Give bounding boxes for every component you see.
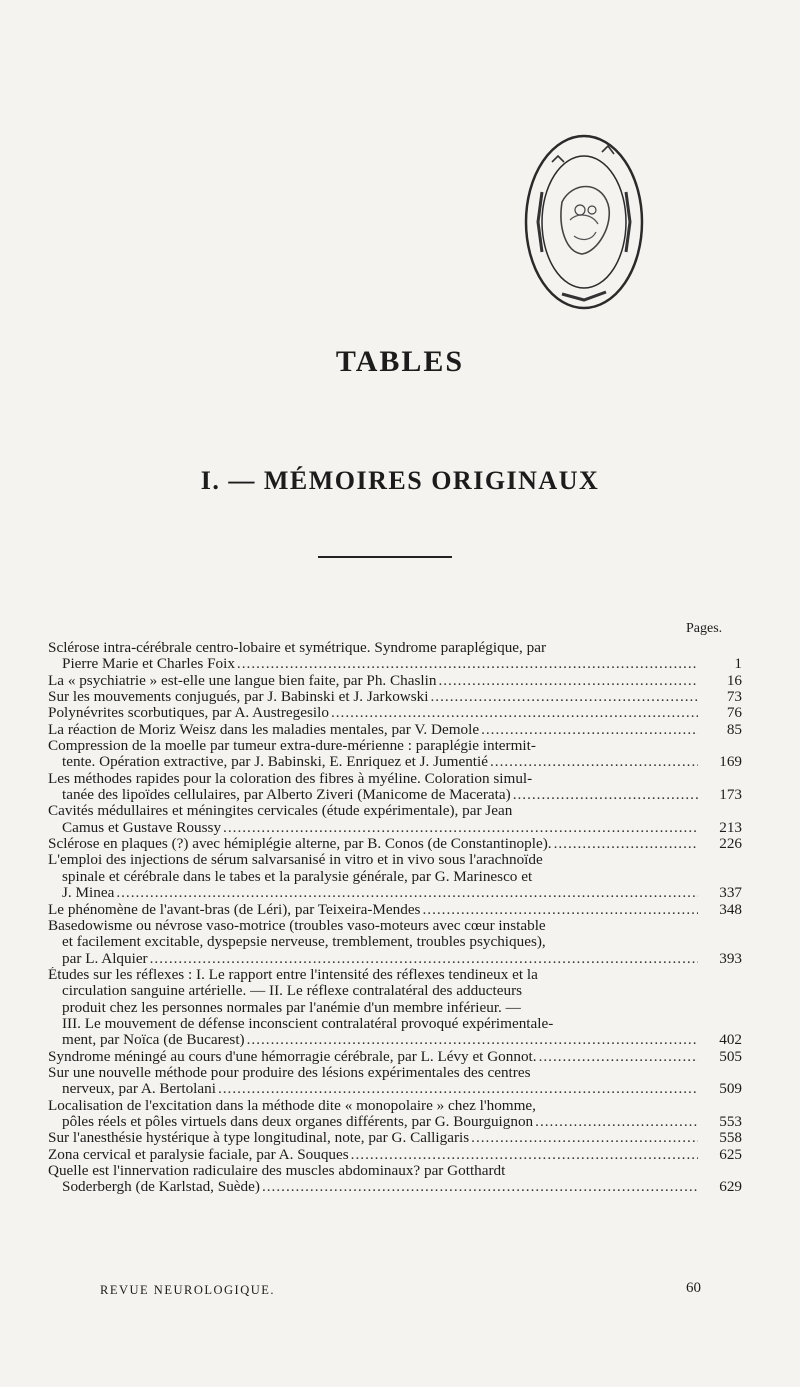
toc-entry-text: par L. Alquier bbox=[62, 950, 148, 967]
toc-entry-line bbox=[48, 852, 742, 868]
toc-entry bbox=[48, 1098, 742, 1131]
toc-entry bbox=[48, 738, 742, 771]
toc-entry bbox=[48, 771, 742, 804]
toc-entry-text: Pierre Marie et Charles Foix bbox=[62, 656, 235, 673]
library-stamp bbox=[522, 132, 646, 312]
section-heading: I. — MÉMOIRES ORIGINAUX bbox=[200, 466, 600, 495]
dot-leader bbox=[438, 673, 698, 689]
toc-entry-text: tanée des lipoïdes cellulaires, par Alberto Ziveri (Manicome de Macerata) bbox=[62, 787, 511, 804]
dot-leader bbox=[223, 820, 698, 836]
toc-entry-text: pôles réels et pôles virtuels dans deux organes différents, par G. Bourguignon bbox=[62, 1113, 534, 1130]
toc-entry bbox=[48, 836, 742, 852]
toc-entry-last-line bbox=[48, 1049, 742, 1065]
toc-entry-line bbox=[48, 1000, 742, 1016]
toc-entry bbox=[48, 705, 742, 721]
toc-entry-line bbox=[48, 918, 742, 934]
toc-entry-text: circulation sanguine artérielle. — II. Le réflexe contralatéral des adducteurs bbox=[62, 983, 523, 1000]
toc-entry bbox=[48, 918, 742, 967]
toc-entry bbox=[48, 689, 742, 705]
dot-leader bbox=[331, 705, 698, 721]
toc-entry-text: Sclérose intra-cérébrale centro-lobaire et symétrique. Syndrome paraplégique, par bbox=[48, 640, 547, 656]
toc-entry-text: L'emploi des injections de sérum salvarsanisé in vitro et in vivo sous l'arachnoïde bbox=[48, 852, 543, 869]
toc-entry-text: Localisation de l'excitation dans la méthode dite « monopolaire » chez l'homme, bbox=[48, 1097, 536, 1114]
heading-rule bbox=[318, 556, 452, 558]
toc-entry-last-line bbox=[48, 1114, 742, 1130]
toc-entry-last-line bbox=[48, 885, 742, 901]
toc-entry-text: Polynévrites scorbutiques, par A. Austregesilo bbox=[48, 705, 329, 722]
toc-page-number: 629 bbox=[719, 1179, 742, 1196]
library-stamp-seal-icon bbox=[522, 132, 646, 312]
toc-entry bbox=[48, 1049, 742, 1065]
toc-entry-text: tente. Opération extractive, par J. Babinski, E. Enriquez et J. Jumentié bbox=[62, 754, 488, 771]
dot-leader bbox=[539, 1049, 698, 1065]
toc-entry bbox=[48, 1147, 742, 1163]
toc-page-number: 553 bbox=[719, 1113, 742, 1130]
toc-entry bbox=[48, 1163, 742, 1196]
dot-leader bbox=[218, 1081, 698, 1097]
toc-entry-text: Zona cervical et paralysie faciale, par A. Souques bbox=[48, 1146, 349, 1163]
dot-leader bbox=[247, 1032, 698, 1048]
toc-entry-line bbox=[48, 983, 742, 999]
toc-entry-text: La réaction de Moriz Weisz dans les maladies mentales, par V. Demole bbox=[48, 721, 480, 738]
toc-entry-text: ment, par Noïca (de Bucarest) bbox=[62, 1032, 245, 1049]
toc-entry-text: et facilement excitable, dyspepsie nerveuse, tremblement, troubles psychiques), bbox=[62, 934, 546, 951]
toc-entry-last-line bbox=[48, 820, 742, 836]
dot-leader bbox=[471, 1130, 698, 1146]
dot-leader bbox=[554, 836, 698, 852]
toc-entry-text: Sur les mouvements conjugués, par J. Babinski et J. Jarkowski bbox=[48, 689, 429, 706]
toc-entry-line bbox=[48, 738, 742, 754]
toc-entry-last-line bbox=[48, 754, 742, 770]
toc-entry bbox=[48, 852, 742, 901]
toc-entry bbox=[48, 902, 742, 918]
toc-page-number: 169 bbox=[719, 754, 742, 771]
toc-entry-last-line bbox=[48, 689, 742, 705]
toc-entry-text: Basedowisme ou névrose vaso-motrice (troubles vaso-moteurs avec cœur instable bbox=[48, 917, 546, 934]
toc-page-number: 402 bbox=[719, 1032, 742, 1049]
toc-entry-line bbox=[48, 1163, 742, 1179]
dot-leader bbox=[237, 656, 698, 672]
toc-entry-last-line bbox=[48, 705, 742, 721]
toc-entry-last-line bbox=[48, 673, 742, 689]
running-footer: REVUE NEUROLOGIQUE. bbox=[100, 1283, 276, 1297]
toc-entry-text: Quelle est l'innervation radiculaire des muscles abdominaux? par Gotthardt bbox=[48, 1163, 506, 1179]
page-title: TABLES bbox=[335, 345, 465, 378]
dot-leader bbox=[150, 951, 698, 967]
toc-entry-text: Cavités médullaires et méningites cervicales (étude expérimentale), par Jean bbox=[48, 803, 513, 820]
toc-entry-last-line bbox=[48, 951, 742, 967]
toc-entry-text: Camus et Gustave Roussy bbox=[62, 819, 222, 836]
dot-leader bbox=[422, 902, 698, 918]
toc-entry-text: nerveux, par A. Bertolani bbox=[62, 1081, 216, 1098]
toc-entry-text: J. Minea bbox=[62, 885, 115, 902]
toc-page-number: 76 bbox=[726, 705, 742, 722]
toc-page-number: 337 bbox=[719, 885, 742, 902]
toc-entry bbox=[48, 722, 742, 738]
toc-entry bbox=[48, 640, 742, 673]
toc-entry-text: Sclérose en plaques (?) avec hémiplégie alterne, par B. Conos (de Constantinople). bbox=[48, 836, 552, 853]
toc-entry-line bbox=[48, 771, 742, 787]
toc-entry-line bbox=[48, 1016, 742, 1032]
toc-page-number: 213 bbox=[719, 819, 742, 836]
toc-page-number: 1 bbox=[734, 656, 742, 673]
toc-entry-last-line bbox=[48, 656, 742, 672]
toc-entry-line bbox=[48, 934, 742, 950]
toc-entry bbox=[48, 803, 742, 836]
table-of-contents bbox=[48, 640, 742, 1196]
dot-leader bbox=[431, 689, 699, 705]
pages-column-label: Pages. bbox=[686, 621, 723, 636]
toc-entry-text: Sur l'anesthésie hystérique à type longitudinal, note, par G. Calligaris bbox=[48, 1130, 470, 1147]
toc-entry-text: La « psychiatrie » est-elle une langue bien faite, par Ph. Chaslin bbox=[48, 672, 437, 689]
dot-leader bbox=[116, 885, 698, 901]
toc-page-number: 73 bbox=[726, 689, 742, 706]
toc-page-number: 348 bbox=[719, 901, 742, 918]
toc-entry-text: Études sur les réflexes : I. Le rapport entre l'intensité des réflexes tendineux et la bbox=[48, 966, 538, 983]
toc-page-number: 393 bbox=[719, 950, 742, 967]
toc-page-number: 85 bbox=[726, 721, 742, 738]
page-number: 60 bbox=[686, 1280, 701, 1296]
toc-entry-last-line bbox=[48, 787, 742, 803]
toc-entry-line bbox=[48, 803, 742, 819]
toc-page-number: 173 bbox=[719, 787, 742, 804]
toc-entry-text: Soderbergh (de Karlstad, Suède) bbox=[62, 1179, 260, 1196]
toc-entry bbox=[48, 1130, 742, 1146]
toc-entry-line bbox=[48, 1098, 742, 1114]
toc-entry-text: III. Le mouvement de défense inconscient contralatéral provoqué expérimentale- bbox=[62, 1015, 554, 1032]
toc-entry-last-line bbox=[48, 836, 742, 852]
toc-page-number: 509 bbox=[719, 1081, 742, 1098]
toc-entry-line bbox=[48, 869, 742, 885]
toc-entry bbox=[48, 1065, 742, 1098]
toc-entry-line bbox=[48, 640, 742, 656]
toc-page-number: 505 bbox=[719, 1048, 742, 1065]
toc-entry bbox=[48, 967, 742, 1049]
dot-leader bbox=[535, 1114, 698, 1130]
toc-entry bbox=[48, 673, 742, 689]
dot-leader bbox=[351, 1147, 698, 1163]
toc-page-number: 625 bbox=[719, 1146, 742, 1163]
toc-entry-last-line bbox=[48, 1179, 742, 1195]
toc-page-number: 226 bbox=[719, 836, 742, 853]
toc-entry-last-line bbox=[48, 1032, 742, 1048]
toc-entry-last-line bbox=[48, 1130, 742, 1146]
toc-entry-last-line bbox=[48, 1147, 742, 1163]
dot-leader bbox=[490, 754, 698, 770]
dot-leader bbox=[513, 787, 698, 803]
toc-entry-text: Les méthodes rapides pour la coloration des fibres à myéline. Coloration simul- bbox=[48, 770, 533, 787]
toc-entry-text: Compression de la moelle par tumeur extra-dure-mérienne : paraplégie intermit- bbox=[48, 738, 536, 755]
toc-page-number: 16 bbox=[726, 672, 742, 689]
dot-leader bbox=[481, 722, 698, 738]
toc-page-number: 558 bbox=[719, 1130, 742, 1147]
toc-entry-text: produit chez les personnes normales par l'anémie d'un membre inférieur. — bbox=[62, 999, 521, 1016]
toc-entry-text: spinale et cérébrale dans le tabes et la paralysie générale, par G. Marinesco et bbox=[62, 868, 533, 885]
toc-entry-line bbox=[48, 1065, 742, 1081]
toc-entry-text: Sur une nouvelle méthode pour produire des lésions expérimentales des centres bbox=[48, 1064, 531, 1081]
toc-entry-text: Le phénomène de l'avant-bras (de Léri), par Teixeira-Mendes bbox=[48, 901, 421, 918]
toc-entry-last-line bbox=[48, 722, 742, 738]
toc-entry-line bbox=[48, 967, 742, 983]
toc-entry-text: Syndrome méningé au cours d'une hémorragie cérébrale, par L. Lévy et Gonnot. bbox=[48, 1048, 537, 1065]
toc-entry-last-line bbox=[48, 1081, 742, 1097]
toc-entry-last-line bbox=[48, 902, 742, 918]
dot-leader bbox=[262, 1179, 698, 1195]
